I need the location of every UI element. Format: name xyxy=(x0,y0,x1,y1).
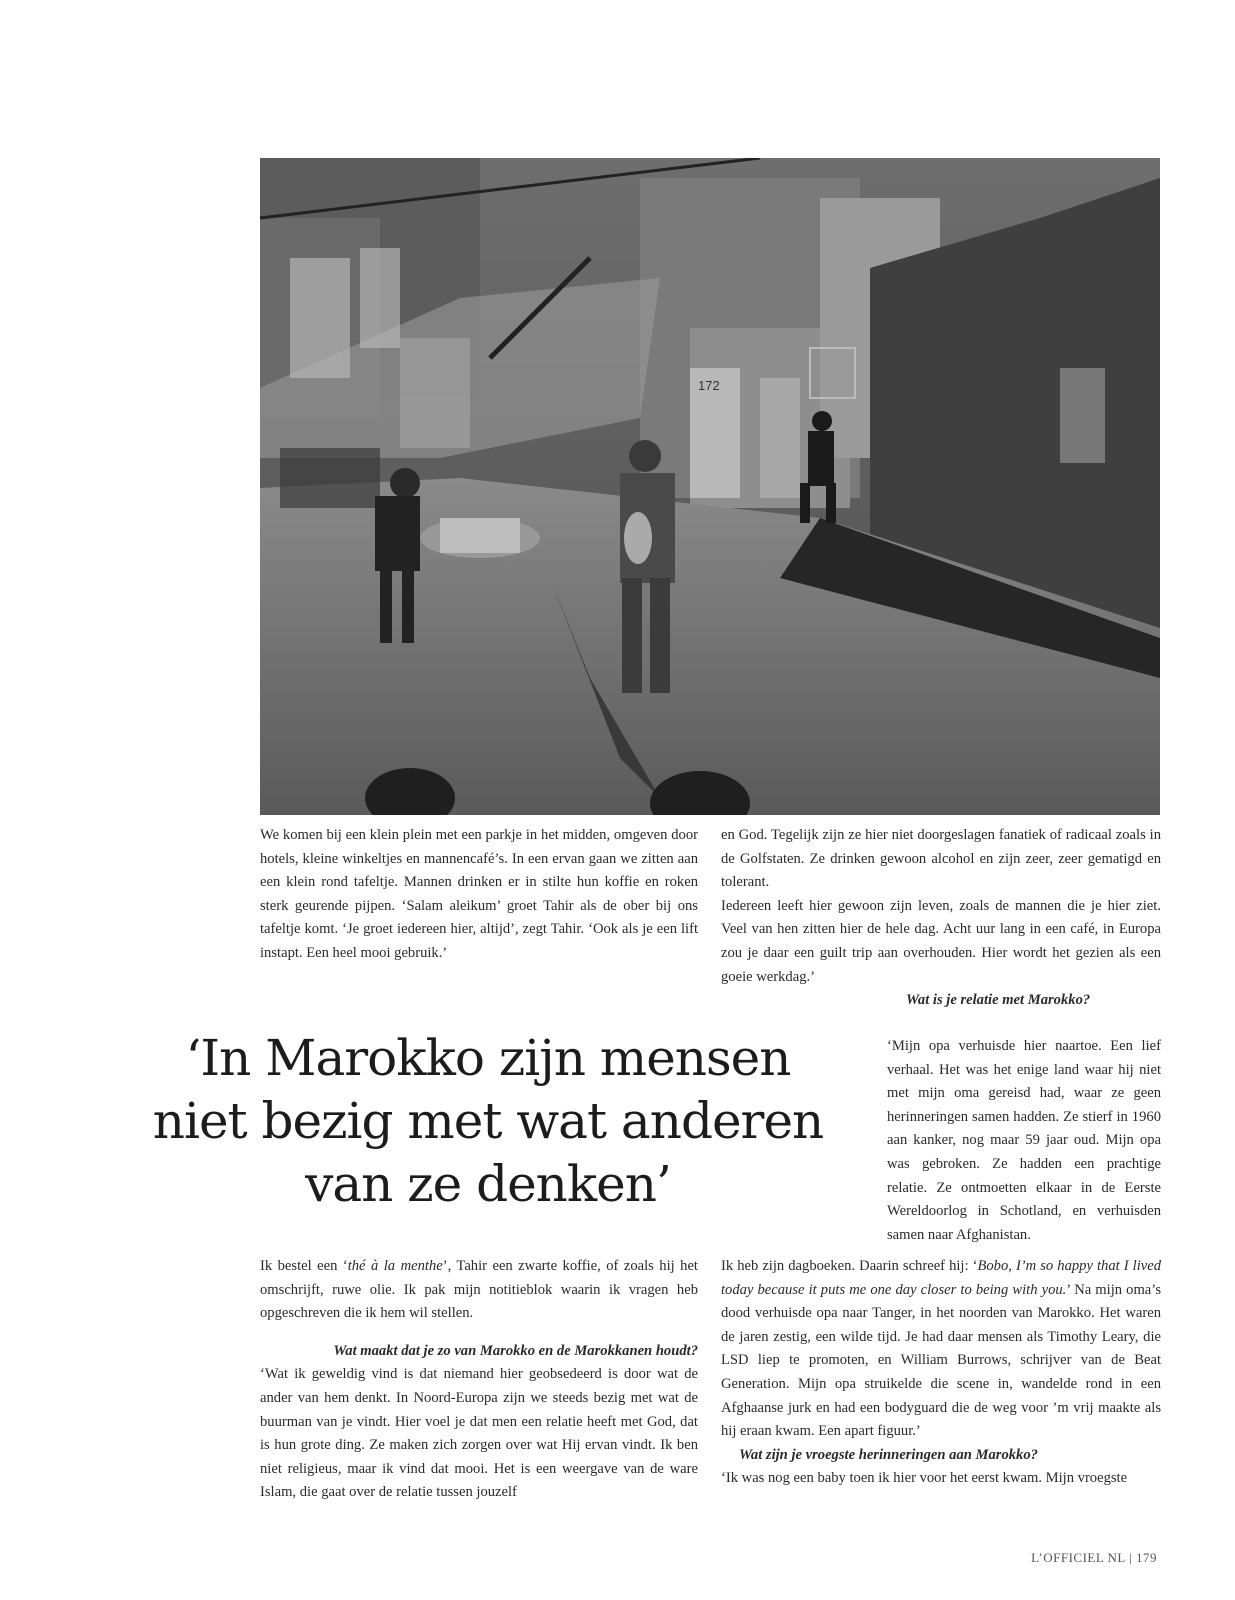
paragraph: ‘Ik was nog een baby toen ik hier voor het eerst kwam. Mijn vroegste xyxy=(721,1470,1128,1487)
paragraph: We komen bij een klein plein met een parkje in het midden, omgeven door hotels, kleine winkeltjes en mannencafé’s. In een ervan gaan we zitten aan een klein rond tafeltje. Mannen drinken er in stilte hun koffie en roken sterk geurende pijpen. ‘Salam aleikum’ groet Tahir als de ober bij ons tafeltje komt. ‘Je groet iedereen hier, altijd’, zegt Tahir. ‘Ook als je een lift instapt. Een heel mooi gebruik.’ xyxy=(260,827,698,961)
street-scene xyxy=(260,158,1160,815)
paragraph: Ik bestel een ‘thé à la menthe’, Tahir een zwarte koffie, of zoals hij het omschrijft, ruwe olie. Ik pak mijn notitieblok waarin ik vragen heb opgeschreven die ik hem wil stellen. xyxy=(260,1258,698,1322)
paragraph: ‘Wat ik geweldig vind is dat niemand hier geobsedeerd is door wat de ander van hem denkt. In Noord-Europa zijn we steeds bezig met wat de buurman van je vindt. Hier voel je dat men een relatie heeft met God, dat is hun grote ding. Ze maken zich zorgen over wat Hij ervan vindt. Ik ben niet religieus, maar ik vind dat mooi. Het is een weergave van de ware Islam, die gaat over de relatie tussen jouzelf xyxy=(260,1366,698,1501)
body-column-top-right xyxy=(721,824,1161,1013)
body-column-narrow-right xyxy=(887,1035,1161,1247)
door-number: 172 xyxy=(698,378,720,393)
paragraph: Iedereen leeft hier gewoon zijn leven, zoals de mannen die je hier ziet. Veel van hen zitten hier de hele dag. Acht uur lang in een café, in Europa zou je daar een guilt trip aan overhouden. Hier wordt het gezien als een goeie werkdag.’ xyxy=(721,897,1161,985)
pull-quote-line: van ze denken’ xyxy=(305,1155,671,1213)
body-column-bottom-left xyxy=(260,1255,698,1505)
paragraph: en God. Tegelijk zijn ze hier niet doorgeslagen fanatiek of radicaal zoals in de Golfstaten. Ze drinken gewoon alcohol en zijn zeer, zeer gematigd en tolerant. xyxy=(721,827,1161,891)
pull-quote xyxy=(138,1027,838,1216)
body-column-top-left xyxy=(260,824,698,966)
page-folio: L’OFFICIEL NL | 179 xyxy=(1031,1550,1157,1565)
interview-question: Wat is je relatie met Marokko? xyxy=(906,992,1091,1009)
drink-name: thé à la menthe xyxy=(347,1258,443,1274)
pull-quote-line: niet bezig met wat anderen xyxy=(152,1092,824,1150)
paragraph: Ik heb zijn dagboeken. Daarin schreef hij: ‘Bobo, I’m so happy that I lived today because it puts me one day closer to being with you.’ Na mijn oma’s dood verhuisde opa naar Tanger, in het noorden van Marokko. Het waren de jaren zestig, een wilde tijd. Je had daar mensen als Timothy Leary, die LSD liep te promoten, en William Burrows, schrijver van de Beat Generation. Mijn opa struikelde die scene in, wandelde rond in een Afghaanse jurk en had een bodyguard die de weg voor ’m vrij maakte als hij eraan kwam. Een apart figuur.’ xyxy=(721,1258,1162,1440)
interview-question: Wat maakt dat je zo van Marokko en de Marokkanen houdt? xyxy=(333,1342,698,1359)
body-column-bottom-right xyxy=(721,1255,1161,1491)
street-photo xyxy=(260,158,1160,815)
interview-question: Wat zijn je vroegste herinneringen aan Marokko? xyxy=(739,1446,1038,1463)
paragraph: ‘Mijn opa verhuisde hier naartoe. Een lief verhaal. Het was het enige land waar hij niet met mijn oma gereisd had, waar ze geen herinneringen samen hadden. Ze stierf in 1960 aan kanker, nog maar 59 jaar oud. Mijn opa was gebroken. Ze hadden een prachtige relatie. Ze ontmoetten elkaar in de Eerste Wereldoorlog in Schotland, en verhuisden samen naar Afghanistan. xyxy=(887,1038,1161,1243)
diary-quote: Bobo, I’m so happy that I lived today because it puts me one day closer to being with you. xyxy=(721,1258,1162,1298)
pull-quote-line: ‘In Marokko zijn mensen xyxy=(185,1029,791,1087)
